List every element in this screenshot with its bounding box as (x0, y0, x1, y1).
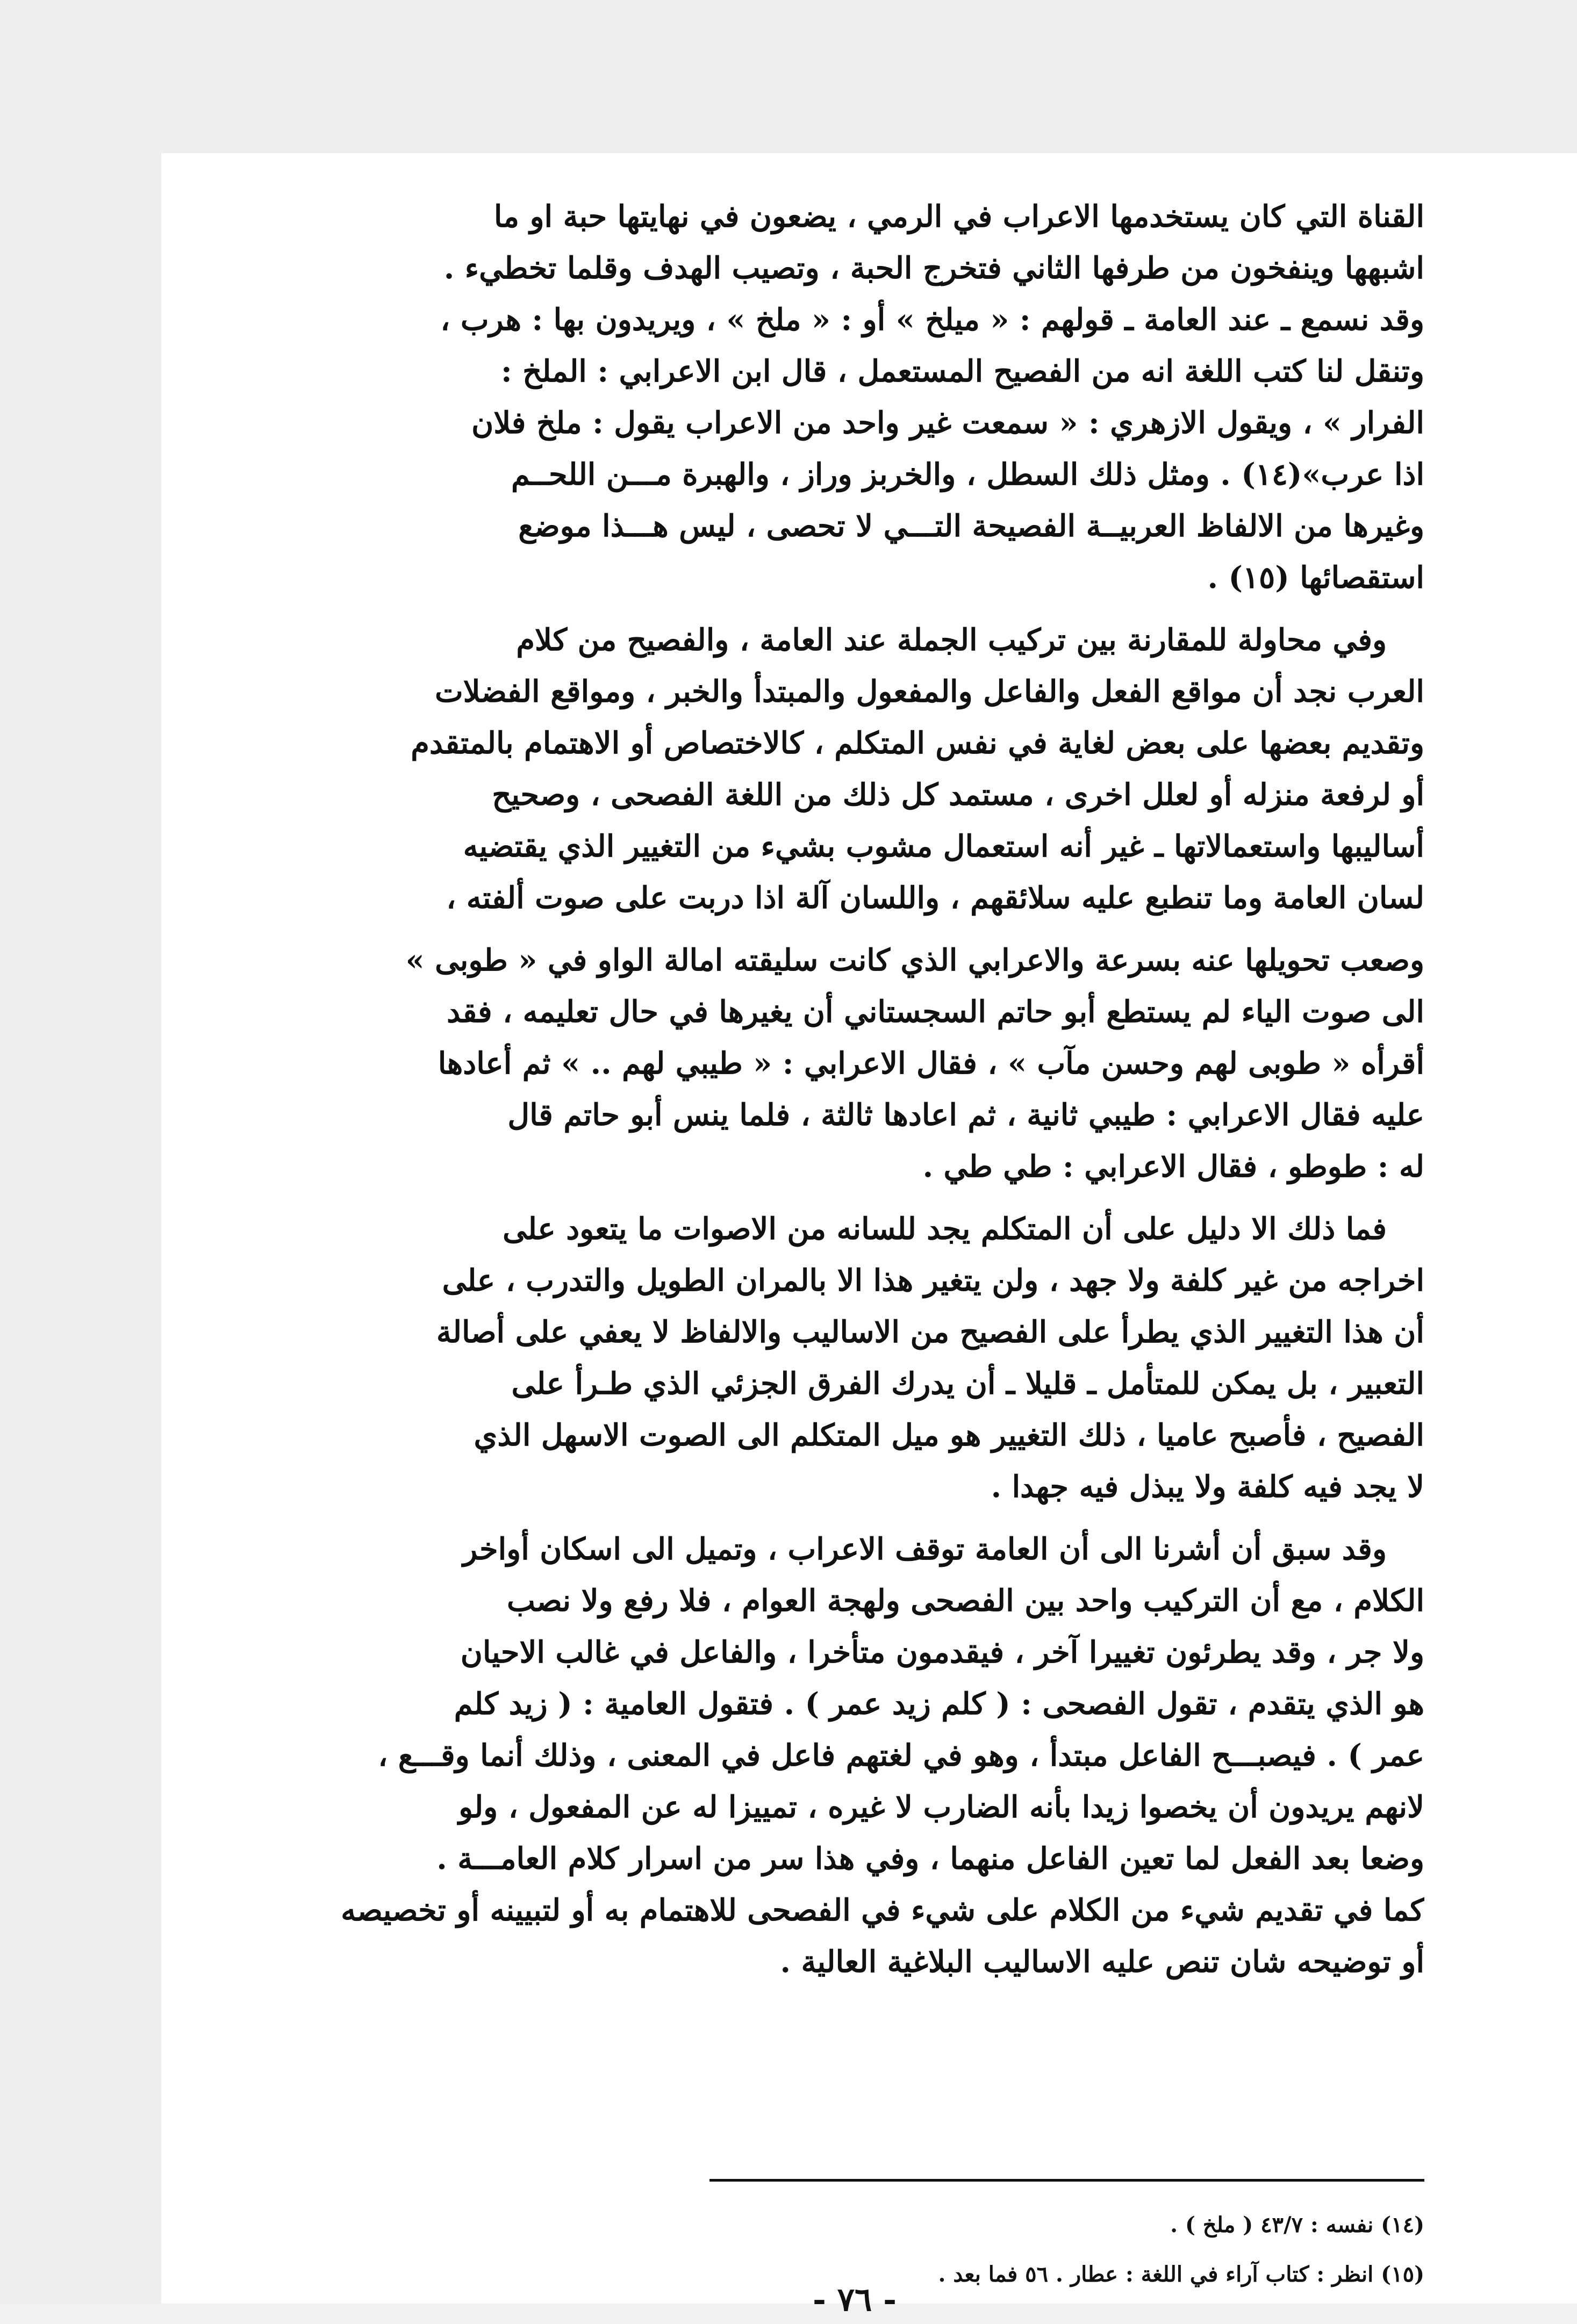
body-text (177, 191, 1424, 1998)
text-line: أن هذا التغيير الذي يطرأ على الفصيح من الاساليب والالفاظ لا يعفي على أصالة (436, 1314, 1424, 1350)
text-line: له : طوطو ، فقال الاعرابي : طي طي . (922, 1149, 1424, 1184)
text-line: فما ذلك الا دليل على أن المتكلم يجد للسانه من الاصوات ما يتعود على (503, 1211, 1387, 1247)
paragraph-2 (177, 614, 1424, 924)
paragraph-5 (177, 1523, 1424, 1988)
text-line: أو توضيحه شان تنص عليه الاساليب البلاغية العالية . (780, 1944, 1424, 1980)
text-line: أو لرفعة منزله أو لعلل اخرى ، مستمد كل ذلك من اللغة الفصحى ، وصحيح (492, 777, 1424, 812)
paragraph-3 (177, 934, 1424, 1192)
text-line: عليه فقال الاعرابي : طيبي ثانية ، ثم اعادها ثالثة ، فلما ينس أبو حاتم قال (507, 1097, 1424, 1133)
book-page (161, 153, 1577, 2319)
text-line: وصعب تحويلها عنه بسرعة والاعرابي الذي كانت سليقته امالة الواو في « طوبى » (405, 942, 1424, 978)
text-line: التعبير ، بل يمكن للمتأمل ـ قليلا ـ أن يدرك الفرق الجزئي الذي طـرأ على (511, 1366, 1424, 1401)
text-line: ولا جر ، وقد يطرئون تغييرا آخر ، فيقدمون متأخرا ، والفاعل في غالب الاحيان (460, 1635, 1424, 1670)
paragraph-1 (177, 191, 1424, 603)
text-line: هو الذي يتقدم ، تقول الفصحى : ( كلم زيد عمر ) . فتقول العامية : ( زيد كلم (454, 1686, 1424, 1722)
text-line: وفي محاولة للمقارنة بين تركيب الجملة عند العامة ، والفصيح من كلام (516, 622, 1387, 658)
text-line: وتنقل لنا كتب اللغة انه من الفصيح المستعمل ، قال ابن الاعرابي : الملخ : (500, 354, 1424, 389)
text-line: عمر ) . فيصبـــح الفاعل مبتدأ ، وهو في لغتهم فاعل في المعنى ، وذلك أنما وقـــع ، (378, 1738, 1424, 1773)
text-line: اخراجه من غير كلفة ولا جهد ، ولن يتغير هذا الا بالمران الطويل والتدرب ، على (442, 1263, 1424, 1298)
text-line: لانهم يريدون أن يخصوا زيدا بأنه الضارب لا غيره ، تمييزا له عن المفعول ، ولو (458, 1789, 1424, 1825)
footnote-15: (١٥) انظر : كتاب آراء في اللغة : عطار . ٥٦ فما بعد . (938, 2262, 1424, 2287)
text-line: وتقديم بعضها على بعض لغاية في نفس المتكلم ، كالاختصاص أو الاهتمام بالمتقدم (411, 725, 1424, 761)
footnote-14: (١٤) نفسه : ٤٣/٧ ( ملخ ) . (1170, 2212, 1424, 2237)
text-line: أقرأه « طوبى لهم وحسن مآب » ، فقال الاعرابي : « طيبي لهم .. » ثم أعادها (438, 1046, 1424, 1081)
page-number: - ٧٦ - (812, 2281, 897, 2319)
paragraph-4 (177, 1203, 1424, 1513)
text-line: لسان العامة وما تنطبع عليه سلائقهم ، واللسان آلة اذا دربت على صوت ألفته ، (446, 880, 1424, 916)
text-line: استقصائها (١٥) . (1207, 560, 1424, 595)
text-line: لا يجد فيه كلفة ولا يبذل فيه جهدا . (991, 1469, 1424, 1505)
text-line: وضعا بعد الفعل لما تعين الفاعل منهما ، وفي هذا سر من اسرار كلام العامـــة . (436, 1841, 1424, 1876)
text-line: وقد سبق أن أشرنا الى أن العامة توقف الاعراب ، وتميل الى اسكان أواخر (463, 1531, 1387, 1567)
footnote-divider (709, 2179, 1424, 2182)
text-line: الى صوت الياء لم يستطع أبو حاتم السجستاني أن يغيرها في حال تعليمه ، فقد (447, 994, 1424, 1030)
text-line: كما في تقديم شيء من الكلام على شيء في الفصحى للاهتمام به أو لتبيينه أو تخصيصه (341, 1893, 1424, 1928)
text-line: وقد نسمع ـ عند العامة ـ قولهم : « ميلخ » أو : « ملخ » ، ويريدون بها : هرب ، (440, 302, 1424, 337)
text-line: اشبهها وينفخون من طرفها الثاني فتخرج الحبة ، وتصيب الهدف وقلما تخطيء . (443, 250, 1424, 286)
text-line: الفصيح ، فأصبح عاميا ، ذلك التغيير هو ميل المتكلم الى الصوت الاسهل الذي (474, 1418, 1424, 1453)
text-line: العرب نجد أن مواقع الفعل والفاعل والمفعول والمبتدأ والخبر ، ومواقع الفضلات (434, 674, 1424, 709)
text-line: الكلام ، مع أن التركيب واحد بين الفصحى ولهجة العوام ، فلا رفع ولا نصب (506, 1583, 1424, 1618)
text-line: الفرار » ، ويقول الازهري : « سمعت غير واحد من الاعراب يقول : ملخ فلان (471, 405, 1424, 441)
text-line: وغيرها من الالفاظ العربيــة الفصيحة التـــي لا تحصى ، ليس هـــذا موضع (518, 508, 1424, 544)
text-line: اذا عرب»(١٤) . ومثل ذلك السطل ، والخربز وراز ، والهبرة مـــن اللحــم (511, 457, 1424, 492)
text-line: أساليبها واستعمالاتها ـ غير أنه استعمال مشوب بشيء من التغيير الذي يقتضيه (463, 829, 1424, 864)
text-line: القناة التي كان يستخدمها الاعراب في الرمي ، يضعون في نهايتها حبة او ما (493, 199, 1424, 234)
